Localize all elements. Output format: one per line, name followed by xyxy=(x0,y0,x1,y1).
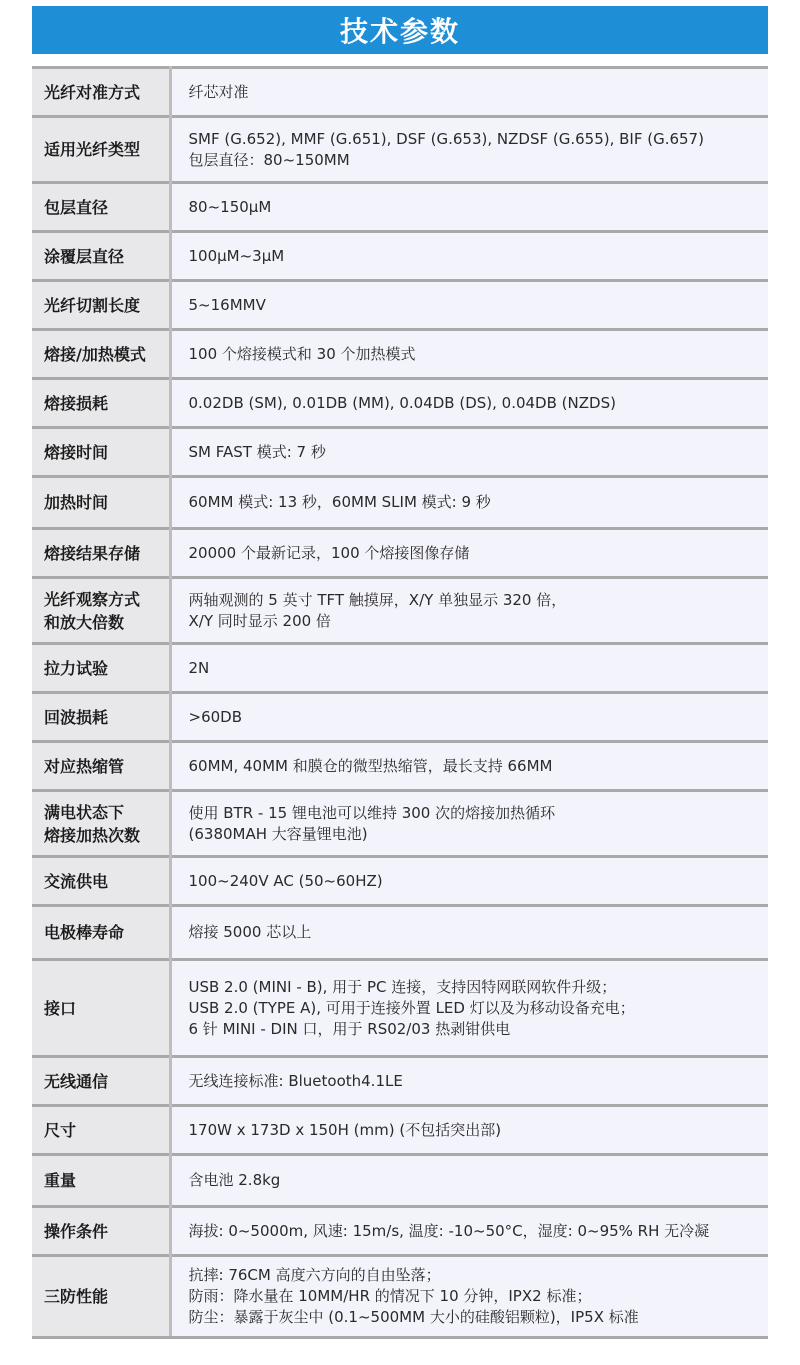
spec-value-line: SMF (G.652), MMF (G.651), DSF (G.653), NZDSF (G.655), BIF (G.657) xyxy=(188,129,704,148)
spec-label-line: 操作条件 xyxy=(44,1221,109,1241)
spec-value-line: USB 2.0 (MINI - B), 用于 PC 连接，支持因特网联网软件升级； xyxy=(188,977,617,996)
spec-value-line: 抗摔: 76CM 高度六方向的自由坠落； xyxy=(188,1266,441,1284)
spec-row xyxy=(32,379,768,428)
spec-value-line: SM FAST 模式: 7 秒 xyxy=(188,442,326,461)
spec-value-line: 80~150μM xyxy=(188,197,272,216)
spec-value xyxy=(170,281,768,330)
spec-value-line: (6380MAH 大容量锂电池) xyxy=(188,824,368,843)
spec-label xyxy=(32,742,170,791)
spec-label xyxy=(32,330,170,379)
spec-label-line: 满电状态下 xyxy=(44,802,125,822)
spec-label xyxy=(32,1057,170,1106)
spec-label xyxy=(32,578,170,644)
spec-row xyxy=(32,1155,768,1207)
spec-row xyxy=(32,906,768,960)
spec-label-line: 回波损耗 xyxy=(44,707,109,727)
spec-label xyxy=(32,644,170,693)
spec-row xyxy=(32,857,768,906)
spec-value xyxy=(170,1256,768,1338)
spec-label xyxy=(32,379,170,428)
spec-value xyxy=(170,791,768,857)
spec-label-line: 对应热缩管 xyxy=(44,756,125,776)
spec-value-line: 熔接 5000 芯以上 xyxy=(188,923,312,941)
spec-label-line: 包层直径 xyxy=(44,197,109,217)
spec-value-line: 使用 BTR - 15 锂电池可以维持 300 次的熔接加热循环 xyxy=(188,803,556,822)
spec-label xyxy=(32,906,170,960)
spec-label xyxy=(32,960,170,1057)
spec-value-line: 170W x 173D x 150H (mm) (不包括突出部) xyxy=(188,1120,502,1139)
spec-row xyxy=(32,281,768,330)
spec-value xyxy=(170,742,768,791)
spec-value xyxy=(170,960,768,1057)
spec-value-line: 0.02DB (SM), 0.01DB (MM), 0.04DB (DS), 0.04DB (NZDS) xyxy=(188,393,616,412)
spec-label-line: 无线通信 xyxy=(44,1071,109,1091)
spec-label xyxy=(32,791,170,857)
spec-row xyxy=(32,1207,768,1256)
spec-label-line: 熔接/加热模式 xyxy=(44,344,146,364)
spec-row xyxy=(32,428,768,477)
spec-label xyxy=(32,477,170,529)
spec-label-line: 光纤观察方式 xyxy=(44,589,141,609)
spec-label xyxy=(32,183,170,232)
spec-label-line: 三防性能 xyxy=(44,1287,109,1306)
spec-row xyxy=(32,529,768,578)
spec-value-line: X/Y 同时显示 200 倍 xyxy=(188,611,331,630)
spec-label xyxy=(32,232,170,281)
spec-value-line: >60DB xyxy=(188,707,242,726)
spec-value xyxy=(170,906,768,960)
spec-label-line: 熔接时间 xyxy=(44,442,109,462)
spec-row xyxy=(32,693,768,742)
spec-value xyxy=(170,857,768,906)
spec-label-line: 光纤对准方式 xyxy=(44,82,141,102)
spec-row xyxy=(32,791,768,857)
spec-label xyxy=(32,1207,170,1256)
spec-value-line: 100μM~3μM xyxy=(188,246,285,265)
spec-value xyxy=(170,1106,768,1155)
spec-value xyxy=(170,477,768,529)
spec-row xyxy=(32,183,768,232)
spec-row xyxy=(32,1057,768,1106)
spec-label xyxy=(32,857,170,906)
spec-label xyxy=(32,68,170,117)
spec-table xyxy=(32,66,768,1339)
spec-label xyxy=(32,428,170,477)
spec-value xyxy=(170,644,768,693)
spec-label-line: 和放大倍数 xyxy=(44,612,125,632)
spec-label xyxy=(32,1106,170,1155)
spec-label xyxy=(32,529,170,578)
spec-value xyxy=(170,117,768,183)
spec-label-line: 涂覆层直径 xyxy=(44,246,125,266)
spec-label xyxy=(32,1155,170,1207)
page-title: 技术参数 xyxy=(339,15,460,48)
spec-value-line: 含电池 2.8kg xyxy=(188,1171,281,1189)
spec-value xyxy=(170,693,768,742)
spec-label xyxy=(32,281,170,330)
spec-label-line: 重量 xyxy=(44,1171,77,1190)
spec-value-line: 海拔: 0~5000m, 风速: 15m/s, 温度: -10~50°C，湿度: 0~95% RH 无冷凝 xyxy=(188,1221,710,1240)
spec-value-line: 纤芯对准 xyxy=(188,82,249,101)
spec-row xyxy=(32,477,768,529)
spec-value-line: 防尘：暴露于灰尘中 (0.1~500MM 大小的硅酸铝颗粒)，IP5X 标准 xyxy=(188,1308,639,1326)
spec-row xyxy=(32,742,768,791)
spec-row xyxy=(32,117,768,183)
spec-value-line: 20000 个最新记录，100 个熔接图像存储 xyxy=(188,543,470,562)
spec-value xyxy=(170,330,768,379)
spec-value xyxy=(170,68,768,117)
spec-row xyxy=(32,1256,768,1338)
spec-row xyxy=(32,960,768,1057)
spec-label xyxy=(32,1256,170,1338)
spec-label-line: 尺寸 xyxy=(44,1120,77,1140)
spec-value-line: 两轴观测的 5 英寸 TFT 触摸屏，X/Y 单独显示 320 倍， xyxy=(188,590,567,609)
spec-row xyxy=(32,578,768,644)
spec-row xyxy=(32,330,768,379)
spec-value xyxy=(170,1207,768,1256)
spec-value-line: 100 个熔接模式和 30 个加热模式 xyxy=(188,344,416,363)
spec-row xyxy=(32,68,768,117)
spec-label-line: 拉力试验 xyxy=(44,658,109,678)
spec-label-line: 交流供电 xyxy=(44,871,109,891)
spec-value-line: 包层直径：80~150MM xyxy=(188,150,350,169)
spec-label xyxy=(32,117,170,183)
spec-label-line: 适用光纤类型 xyxy=(44,140,141,159)
header-banner xyxy=(32,6,768,54)
spec-label-line: 接口 xyxy=(44,998,77,1018)
spec-value xyxy=(170,232,768,281)
spec-value xyxy=(170,379,768,428)
spec-table-body xyxy=(32,68,768,1338)
spec-value xyxy=(170,578,768,644)
spec-label-line: 电极棒寿命 xyxy=(44,923,125,942)
spec-value xyxy=(170,183,768,232)
spec-value xyxy=(170,529,768,578)
spec-value-line: 60MM 模式: 13 秒，60MM SLIM 模式: 9 秒 xyxy=(188,493,491,511)
spec-row xyxy=(32,644,768,693)
spec-value-line: 6 针 MINI - DIN 口，用于 RS02/03 热剥钳供电 xyxy=(188,1019,511,1038)
spec-label-line: 熔接加热次数 xyxy=(44,825,141,845)
spec-value xyxy=(170,1155,768,1207)
spec-value-line: USB 2.0 (TYPE A), 可用于连接外置 LED 灯以及为移动设备充电； xyxy=(188,998,635,1017)
spec-value-line: 无线连接标准: Bluetooth4.1LE xyxy=(188,1071,403,1090)
spec-label-line: 加热时间 xyxy=(44,493,109,512)
spec-value xyxy=(170,428,768,477)
spec-row xyxy=(32,232,768,281)
spec-value-line: 防雨：降水量在 10MM/HR 的情况下 10 分钟，IPX2 标准； xyxy=(188,1287,592,1305)
spec-label-line: 熔接结果存储 xyxy=(44,543,141,563)
spec-row xyxy=(32,1106,768,1155)
spec-value-line: 100~240V AC (50~60HZ) xyxy=(188,871,383,890)
spec-label-line: 熔接损耗 xyxy=(44,393,109,413)
spec-label xyxy=(32,693,170,742)
spec-value-line: 5~16MMV xyxy=(188,295,266,314)
spec-value-line: 2N xyxy=(188,658,210,677)
spec-value-line: 60MM, 40MM 和膜仓的微型热缩管，最长支持 66MM xyxy=(188,756,553,775)
spec-label-line: 光纤切割长度 xyxy=(44,295,141,315)
spec-value xyxy=(170,1057,768,1106)
